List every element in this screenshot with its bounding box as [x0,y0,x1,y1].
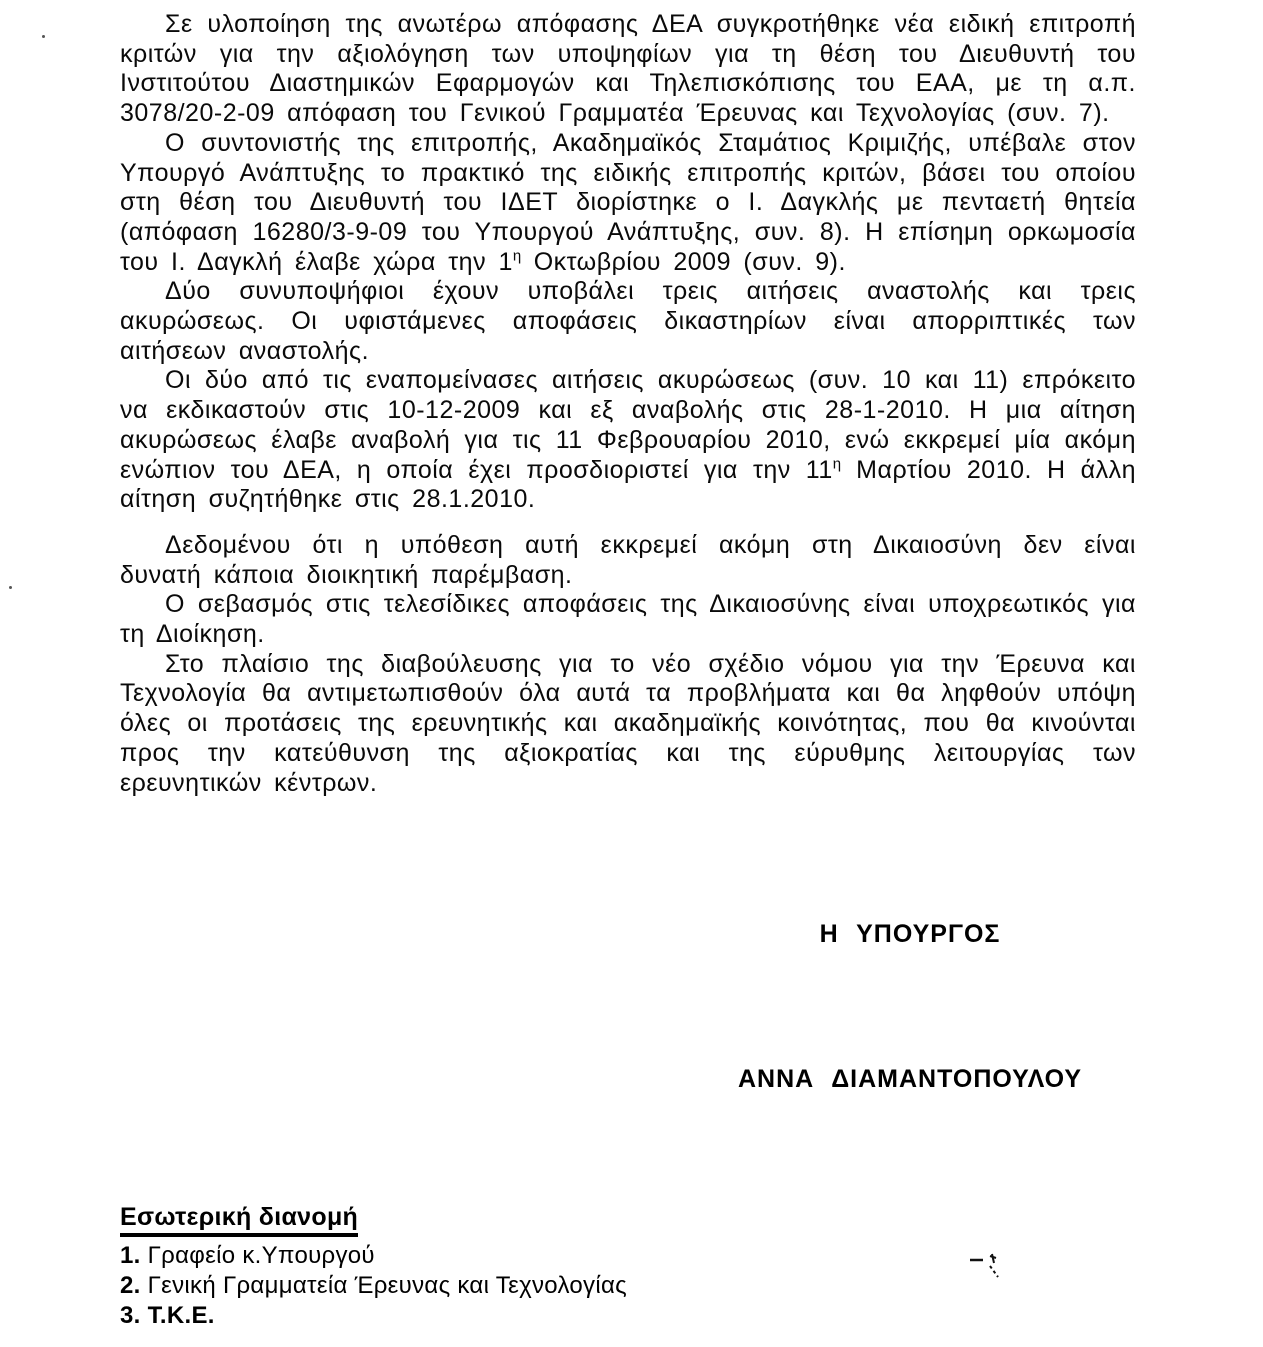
scan-artifact-dot [9,586,12,589]
item-text: Γενική Γραμματεία Έρευνας και Τεχνολογίας [147,1272,628,1299]
item-text: Γραφείο κ.Υπουργού [147,1242,375,1269]
minister-signature-name: ΑΝΝΑ ΔΙΑΜΑΝΤΟΠΟΥΛΟΥ [737,1065,1083,1093]
internal-distribution-section [120,1202,627,1331]
paragraph-2 [120,129,1136,278]
item-number: 3. [120,1302,141,1329]
distribution-item-3 [120,1301,627,1331]
minister-signature-title: Η ΥΠΟΥΡΓΟΣ [819,920,1001,948]
ordinal-superscript: η [832,455,842,473]
paragraph-4 [120,366,1136,515]
paragraph-3: Δύο συνυποψήφιοι έχουν υποβάλει τρεις αιτήσεις αναστολής και τρεις ακυρώσεως. Οι υφιστάμενες αποφάσεις δικαστηρίων είναι απορριπτικές των αιτήσεων αναστολής. [120,277,1136,365]
paragraph-2-text-cont: Οκτωβρίου 2009 (συν. 9). [521,247,846,276]
paragraph-5: Δεδομένου ότι η υπόθεση αυτή εκκρεμεί ακόμη στη Δικαιοσύνη δεν είναι δυνατή κάποια διοικητική παρέμβαση. [120,530,1136,589]
paragraph-4-text-cont: Μαρτίου 2010. Η άλλη αίτηση συζητήθηκε στις 28.1.2010. [120,455,1137,514]
ordinal-superscript: η [512,247,522,265]
item-number: 2. [120,1272,141,1299]
document-body [120,10,1136,798]
distribution-heading: Εσωτερική διανομή [120,1202,358,1237]
scan-artifact-dot [42,35,45,38]
paragraph-1: Σε υλοποίηση της ανωτέρω απόφασης ΔΕΑ συγκροτήθηκε νέα ειδική επιτροπή κριτών για την αξιολόγηση των υποψηφίων για τη θέση του Διευθυντή του Ινστιτούτου Διαστημικών Εφαρμογών και Τηλεπισκόπισης του ΕΑΑ, με τη α.π. 3078/20-2-09 απόφαση του Γενικού Γραμματέα Έρευνας και Τεχνολογίας (συν. 7). [120,10,1136,128]
pen-mark-artifact [966,1248,1010,1292]
paragraph-6: Ο σεβασμός στις τελεσίδικες αποφάσεις της Δικαιοσύνης είναι υποχρεωτικός για τη Διοίκηση. [120,590,1136,649]
distribution-item-1 [120,1241,627,1271]
item-text: Τ.Κ.Ε. [147,1302,215,1329]
distribution-item-2 [120,1271,627,1301]
item-number: 1. [120,1242,141,1269]
paragraph-4-text: Οι δύο από τις εναπομείνασες αιτήσεις ακυρώσεως (συν. 10 και 11) επρόκειτο να εκδικαστούν στις 10-12-2009 και εξ αναβολής στις 28-1-2010. Η μια αίτηση ακυρώσεως έλαβε αναβολή για τις 11 Φεβρουαρίου 2010, ενώ εκκρεμεί μία ακόμη ενώπιον του ΔΕΑ, η οποία έχει προσδιοριστεί για την 11 [120,366,1136,484]
paragraph-2-text: Ο συντονιστής της επιτροπής, Ακαδημαϊκός Σταμάτιος Κριμιζής, υπέβαλε στον Υπουργό Ανάπτυξης το πρακτικό της ειδικής επιτροπής κριτών, βάσει του οποίου στη θέση του Διευθυντή του ΙΔΕΤ διορίστηκε ο Ι. Δαγκλής με πενταετή θητεία (απόφαση 16280/3-9-09 του Υπουργού Ανάπτυξης, συν. 8). Η επίσημη ορκωμοσία του Ι. Δαγκλή έλαβε χώρα την 1 [120,128,1136,276]
paragraph-7: Στο πλαίσιο της διαβούλευσης για το νέο σχέδιο νόμου για την Έρευνα και Τεχνολογία θα αντιμετωπισθούν όλα αυτά τα προβλήματα και θα ληφθούν υπόψη όλες οι προτάσεις της ερευνητικής και ακαδημαϊκής κοινότητας, που θα κινούνται προς την κατεύθυνση της αξιοκρατίας και της εύρυθμης λειτουργίας των ερευνητικών κέντρων. [120,649,1136,797]
